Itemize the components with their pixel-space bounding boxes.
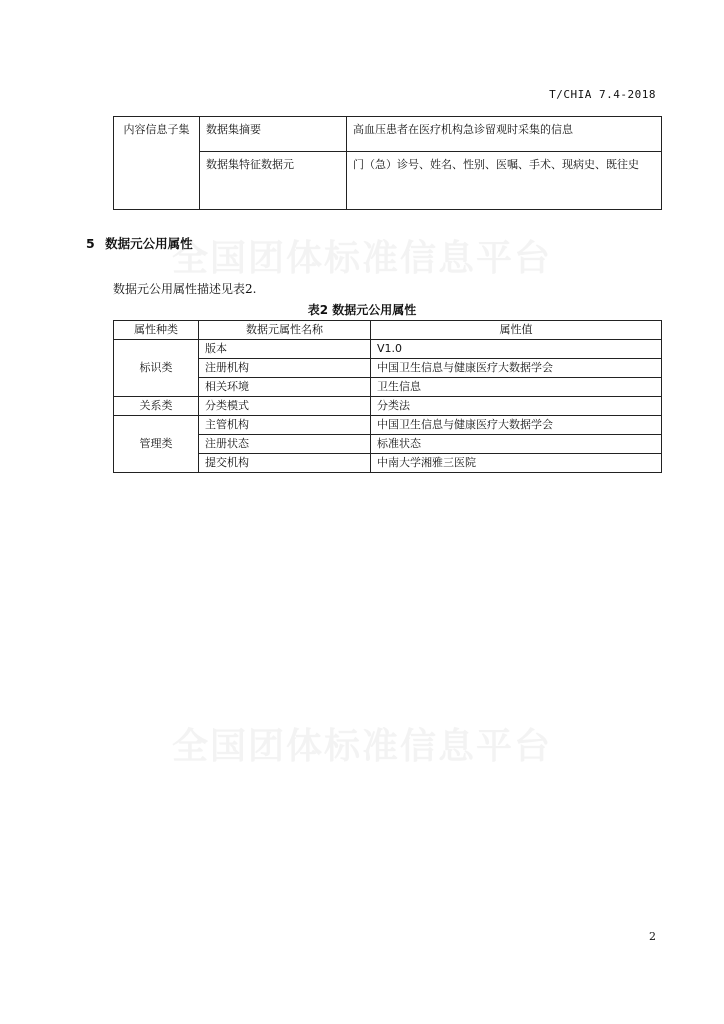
row-value: 高血压患者在医疗机构急诊留观时采集的信息 [347,117,662,152]
attribute-name: 主管机构 [199,416,371,435]
category-cell: 关系类 [114,397,199,416]
attribute-name: 版本 [199,340,371,359]
table-caption: 表2 数据元公用属性 [307,303,417,317]
attribute-name: 相关环境 [199,378,371,397]
attribute-value: 中南大学湘雅三医院 [371,454,662,473]
attribute-value: 分类法 [371,397,662,416]
attribute-name: 分类模式 [199,397,371,416]
section-heading [86,234,193,252]
content-info-table [113,116,662,210]
row-name: 数据集特征数据元 [200,152,347,210]
category-cell: 标识类 [114,340,199,397]
attribute-value: V1.0 [371,340,662,359]
attribute-name: 注册状态 [199,435,371,454]
common-attributes-table [113,320,662,473]
table-row [114,117,662,152]
standard-code: T/CHIA 7.4-2018 [549,88,656,101]
watermark: 全国团体标准信息平台 [171,726,552,767]
table-row [114,416,662,435]
table-row [114,340,662,359]
attribute-name: 注册机构 [199,359,371,378]
group-label-cell [114,117,200,210]
section-title: 数据元公用属性 [105,236,193,251]
attribute-value: 标准状态 [371,435,662,454]
column-header: 数据元属性名称 [199,321,371,340]
attribute-value: 卫生信息 [371,378,662,397]
attribute-value: 中国卫生信息与健康医疗大数据学会 [371,359,662,378]
column-header: 属性值 [371,321,662,340]
page-number: 2 [649,930,656,943]
intro-paragraph: 数据元公用属性描述见表2. [113,282,257,296]
row-name: 数据集摘要 [200,117,347,152]
group-label: 内容信息子集 [123,123,190,136]
table-header-row [114,321,662,340]
attribute-name: 提交机构 [199,454,371,473]
attribute-value: 中国卫生信息与健康医疗大数据学会 [371,416,662,435]
column-header: 属性种类 [114,321,199,340]
category-cell: 管理类 [114,416,199,473]
section-number: 5 [86,236,95,251]
watermark: 全国团体标准信息平台 [171,238,552,279]
row-value: 门（急）诊号、姓名、性别、医嘱、手术、现病史、既往史 [347,152,662,210]
table-row [114,397,662,416]
